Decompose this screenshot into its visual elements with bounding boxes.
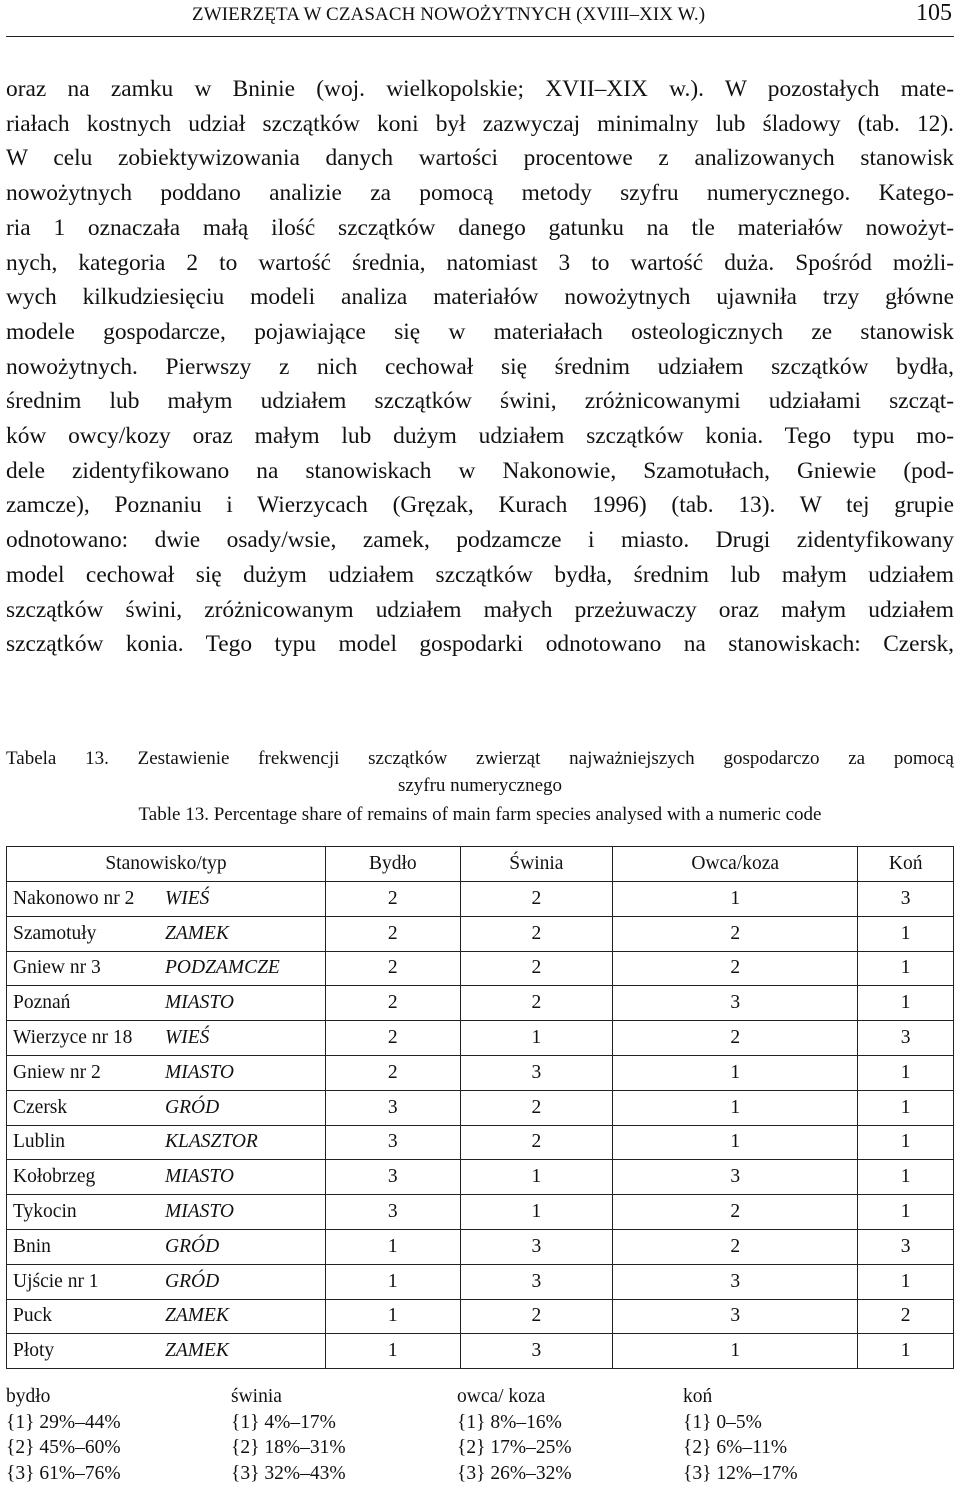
- table-row: [7, 1299, 954, 1334]
- cell-site: Kołobrzeg: [7, 1160, 166, 1195]
- cell-type: PODZAMCZE: [165, 951, 326, 986]
- cell-site: Poznań: [7, 986, 166, 1021]
- table-row: [7, 882, 954, 917]
- cell-kon: 1: [858, 1055, 954, 1090]
- cell-bydlo: 2: [326, 1055, 461, 1090]
- body-line: szczątków świni, zróżnicowanym udziałem małych przeżuwaczy oraz małym udziałem: [6, 596, 954, 623]
- cell-owca-koza: 1: [613, 882, 858, 917]
- legend-column: [457, 1384, 572, 1486]
- table-row: [7, 1334, 954, 1369]
- body-line: ków owcy/kozy oraz małym lub dużym udziałem szczątków konia. Tego typu mo-: [6, 423, 954, 450]
- cell-bydlo: 1: [326, 1264, 461, 1299]
- header-title: ZWIERZĘTA W CZASACH NOWOŻYTNYCH (XVIII–XIX W.): [192, 4, 706, 25]
- cell-owca-koza: 3: [613, 1160, 858, 1195]
- cell-owca-koza: 3: [613, 1299, 858, 1334]
- cell-owca-koza: 2: [613, 951, 858, 986]
- body-line: nych, kategoria 2 to wartość średnia, natomiast 3 to wartość duża. Spośród możli-: [6, 249, 954, 276]
- cell-site: Ujście nr 1: [7, 1264, 166, 1299]
- cell-kon: 1: [858, 1264, 954, 1299]
- cell-swinia: 1: [460, 1021, 613, 1056]
- cell-kon: 1: [858, 986, 954, 1021]
- header-site-type: Stanowisko/typ: [7, 847, 326, 882]
- body-line: W celu zobiektywizowania danych wartości procentowe z analizowanych stanowisk: [6, 145, 954, 172]
- cell-site: Gniew nr 3: [7, 951, 166, 986]
- species-table: [6, 846, 954, 1369]
- cell-bydlo: 2: [326, 951, 461, 986]
- table-body: [7, 882, 954, 1369]
- legend-range: {2} 6%–11%: [683, 1437, 788, 1458]
- cell-bydlo: 3: [326, 1195, 461, 1230]
- cell-owca-koza: 2: [613, 1021, 858, 1056]
- cell-type: MIASTO: [165, 1160, 326, 1195]
- table-caption-english: Table 13. Percentage share of remains of main farm species analysed with a numeric code: [138, 804, 822, 825]
- cell-owca-koza: 1: [613, 1125, 858, 1160]
- cell-owca-koza: 3: [613, 986, 858, 1021]
- legend-range: {3} 61%–76%: [6, 1462, 121, 1484]
- body-line: zamcze), Poznaniu i Wierzycach (Gręzak, Kurach 1996) (tab. 13). W tej grupie: [6, 492, 954, 519]
- cell-kon: 2: [858, 1299, 954, 1334]
- cell-type: GRÓD: [165, 1090, 326, 1125]
- running-header: [6, 0, 954, 37]
- cell-bydlo: 2: [326, 882, 461, 917]
- cell-swinia: 2: [460, 986, 613, 1021]
- legend-range: {1} 29%–44%: [6, 1411, 121, 1433]
- body-line: odnotowano: dwie osady/wsie, zamek, podzamcze i miasto. Drugi zidentyfikowany: [6, 527, 954, 554]
- cell-bydlo: 2: [326, 986, 461, 1021]
- table-row: [7, 1090, 954, 1125]
- body-paragraph: [6, 72, 954, 662]
- cell-site: Lublin: [7, 1125, 166, 1160]
- cell-owca-koza: 1: [613, 1334, 858, 1369]
- cell-swinia: 3: [460, 1264, 613, 1299]
- cell-swinia: 1: [460, 1195, 613, 1230]
- cell-kon: 1: [858, 916, 954, 951]
- cell-swinia: 2: [460, 882, 613, 917]
- cell-kon: 1: [858, 1125, 954, 1160]
- table-row: [7, 1195, 954, 1230]
- legend-range: {2} 45%–60%: [6, 1437, 121, 1458]
- header-bydlo: Bydło: [326, 847, 461, 882]
- cell-site: Czersk: [7, 1090, 166, 1125]
- body-line: ria 1 oznaczała małą ilość szczątków danego gatunku na tle materiałów nowożyt-: [6, 214, 954, 241]
- cell-type: ZAMEK: [165, 1299, 326, 1334]
- body-line: modele gospodarcze, pojawiające się w materiałach osteologicznych ze stanowisk: [6, 318, 954, 345]
- legend-range: {3} 12%–17%: [683, 1462, 798, 1484]
- cell-kon: 1: [858, 1090, 954, 1125]
- cell-bydlo: 3: [326, 1125, 461, 1160]
- body-line: model cechował się dużym udziałem szczątków bydła, średnim lub małym udziałem: [6, 561, 954, 588]
- table-row: [7, 1160, 954, 1195]
- cell-kon: 3: [858, 1021, 954, 1056]
- cell-owca-koza: 2: [613, 916, 858, 951]
- header-owca-koza: Owca/koza: [613, 847, 858, 882]
- cell-bydlo: 3: [326, 1090, 461, 1125]
- cell-type: MIASTO: [165, 1055, 326, 1090]
- cell-type: WIEŚ: [165, 882, 326, 917]
- cell-bydlo: 2: [326, 1021, 461, 1056]
- body-line: szczątków konia. Tego typu model gospodarki odnotowano na stanowiskach: Czersk,: [6, 631, 954, 658]
- body-line: riałach kostnych udział szczątków koni był zazwyczaj minimalny lub śladowy (tab. 12).: [6, 110, 954, 137]
- cell-site: Wierzyce nr 18: [7, 1021, 166, 1056]
- cell-owca-koza: 1: [613, 1055, 858, 1090]
- legend-range: {3} 32%–43%: [231, 1462, 346, 1484]
- cell-site: Płoty: [7, 1334, 166, 1369]
- cell-bydlo: 1: [326, 1229, 461, 1264]
- legend-range: {1} 4%–17%: [231, 1411, 336, 1433]
- cell-bydlo: 1: [326, 1334, 461, 1369]
- table-row: [7, 1125, 954, 1160]
- caption-line-2: szyfru numerycznego: [397, 775, 563, 796]
- cell-site: Gniew nr 2: [7, 1055, 166, 1090]
- table-row: [7, 986, 954, 1021]
- header-swinia: Świnia: [460, 847, 613, 882]
- table-row: [7, 951, 954, 986]
- cell-swinia: 3: [460, 1334, 613, 1369]
- legend-species: owca/ koza: [457, 1386, 546, 1407]
- cell-kon: 3: [858, 882, 954, 917]
- legend-range: {3} 26%–32%: [457, 1462, 572, 1484]
- cell-swinia: 2: [460, 1090, 613, 1125]
- legend-range: {2} 17%–25%: [457, 1437, 572, 1458]
- cell-type: KLASZTOR: [165, 1125, 326, 1160]
- cell-swinia: 2: [460, 951, 613, 986]
- table-row: [7, 916, 954, 951]
- cell-kon: 1: [858, 1195, 954, 1230]
- cell-type: MIASTO: [165, 986, 326, 1021]
- legend-range: {1} 0–5%: [683, 1411, 762, 1433]
- body-line: oraz na zamku w Bninie (woj. wielkopolskie; XVII–XIX w.). W pozostałych mate-: [6, 76, 954, 102]
- cell-kon: 1: [858, 1334, 954, 1369]
- body-line: dele zidentyfikowano na stanowiskach w Nakonowie, Szamotułach, Gniewie (pod-: [6, 457, 954, 484]
- legend-species: bydło: [6, 1386, 51, 1407]
- cell-owca-koza: 3: [613, 1264, 858, 1299]
- legend-species: koń: [683, 1386, 713, 1407]
- body-line: nowożytnych. Pierwszy z nich cechował się średnim udziałem szczątków bydła,: [6, 353, 954, 380]
- cell-type: GRÓD: [165, 1264, 326, 1299]
- cell-kon: 1: [858, 951, 954, 986]
- cell-bydlo: 3: [326, 1160, 461, 1195]
- table-row: [7, 1264, 954, 1299]
- legend-range: {2} 18%–31%: [231, 1437, 346, 1458]
- cell-kon: 1: [858, 1160, 954, 1195]
- cell-swinia: 2: [460, 916, 613, 951]
- table-row: [7, 1021, 954, 1056]
- table-header-row: [7, 847, 954, 882]
- cell-site: Puck: [7, 1299, 166, 1334]
- cell-owca-koza: 1: [613, 1090, 858, 1125]
- cell-type: GRÓD: [165, 1229, 326, 1264]
- body-line: wych kilkudziesięciu modeli analiza materiałów nowożytnych ujawniła trzy główne: [6, 284, 954, 311]
- table-row: [7, 1055, 954, 1090]
- caption-line-1: Tabela 13. Zestawienie frekwencji szczątków zwierząt najważniejszych gospodarczo za pomocą: [6, 748, 954, 769]
- page-number: 105: [916, 0, 952, 26]
- cell-swinia: 1: [460, 1160, 613, 1195]
- legend-column: [231, 1384, 346, 1486]
- legend-column: [6, 1384, 121, 1486]
- cell-kon: 3: [858, 1229, 954, 1264]
- cell-type: ZAMEK: [165, 916, 326, 951]
- body-line: nowożytnych poddano analizie za pomocą metody szyfru numerycznego. Katego-: [6, 180, 954, 207]
- cell-bydlo: 1: [326, 1299, 461, 1334]
- table-caption: [6, 745, 954, 799]
- legend-range: {1} 8%–16%: [457, 1411, 562, 1433]
- body-line: średnim lub małym udziałem szczątków świni, zróżnicowanymi udziałami szcząt-: [6, 388, 954, 415]
- cell-swinia: 2: [460, 1299, 613, 1334]
- cell-bydlo: 2: [326, 916, 461, 951]
- cell-site: Szamotuły: [7, 916, 166, 951]
- cell-site: Bnin: [7, 1229, 166, 1264]
- cell-owca-koza: 2: [613, 1195, 858, 1230]
- cell-owca-koza: 2: [613, 1229, 858, 1264]
- cell-site: Nakonowo nr 2: [7, 882, 166, 917]
- cell-type: MIASTO: [165, 1195, 326, 1230]
- cell-type: ZAMEK: [165, 1334, 326, 1369]
- legend-column: [683, 1384, 798, 1486]
- header-kon: Koń: [858, 847, 954, 882]
- legend-species: świnia: [231, 1386, 282, 1407]
- cell-type: WIEŚ: [165, 1021, 326, 1056]
- cell-site: Tykocin: [7, 1195, 166, 1230]
- cell-swinia: 3: [460, 1055, 613, 1090]
- table-row: [7, 1229, 954, 1264]
- cell-swinia: 2: [460, 1125, 613, 1160]
- cell-swinia: 3: [460, 1229, 613, 1264]
